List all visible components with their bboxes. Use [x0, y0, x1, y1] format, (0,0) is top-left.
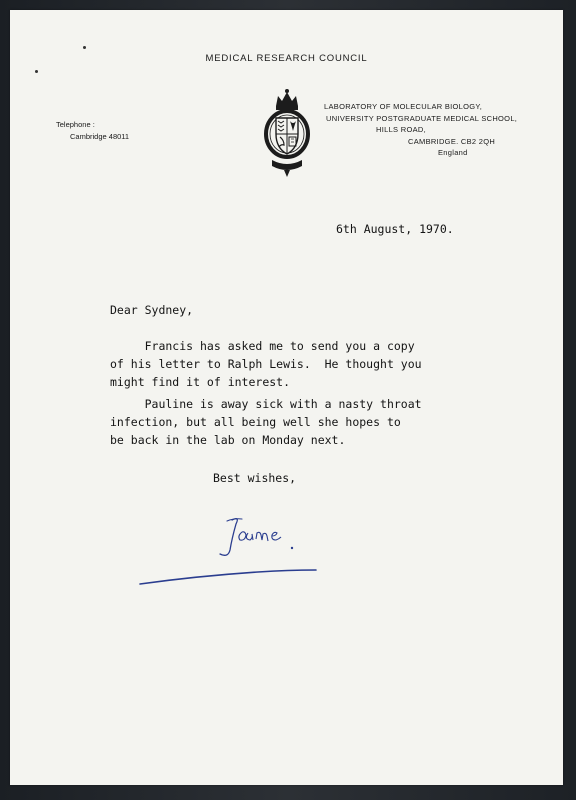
royal-coat-of-arms-icon: [262, 88, 312, 178]
letter-closing: Best wishes,: [213, 471, 297, 485]
letterhead-organization: MEDICAL RESEARCH COUNCIL: [205, 53, 368, 64]
address-block: [324, 101, 517, 159]
handwritten-signature: [210, 508, 320, 568]
telephone-block: [56, 119, 129, 143]
address-line: CAMBRIDGE. CB2 2QH: [408, 136, 496, 146]
letter-greeting: Dear Sydney,: [110, 303, 194, 317]
letter-date: 6th August, 1970.: [336, 222, 454, 236]
paper-speck: [83, 46, 86, 49]
letter-page: [10, 10, 563, 785]
address-line: HILLS ROAD,: [376, 125, 426, 134]
address-line: LABORATORY OF MOLECULAR BIOLOGY,: [324, 102, 483, 111]
telephone-number: Cambridge 48011: [70, 132, 130, 141]
telephone-label: Telephone :: [56, 120, 95, 129]
address-line: England: [438, 148, 468, 157]
signature-flourish: [138, 566, 318, 588]
address-line: UNIVERSITY POSTGRADUATE MEDICAL SCHOOL,: [326, 113, 518, 123]
letter-paragraph: Pauline is away sick with a nasty throat infection, but all being well she hopes to be back in the lab on Monday next.: [110, 397, 422, 447]
letter-paragraph: Francis has asked me to send you a copy of his letter to Ralph Lewis. He thought you might find it of interest.: [110, 339, 422, 389]
paper-speck: [35, 70, 38, 73]
